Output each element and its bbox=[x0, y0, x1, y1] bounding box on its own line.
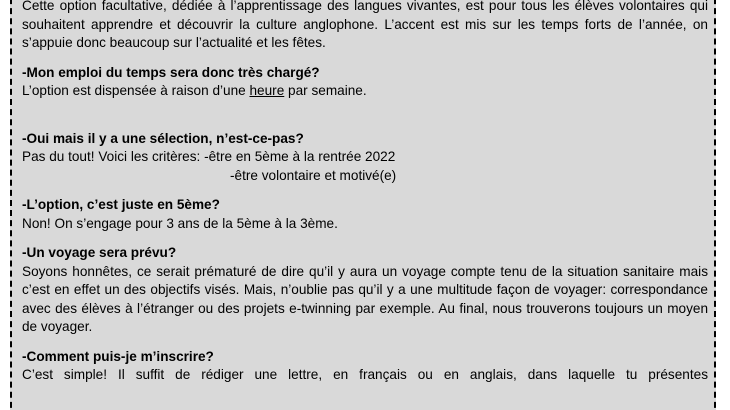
question-register: -Comment puis-je m’inscrire? bbox=[22, 348, 214, 364]
question-selection: -Oui mais il y a une sélection, n’est-ce-pas? bbox=[22, 130, 304, 146]
answer-schedule bbox=[22, 82, 708, 101]
faq-content bbox=[22, 0, 708, 385]
answer-selection-line1: Pas du tout! Voici les critères: -être en 5ème à la rentrée 2022 bbox=[22, 149, 396, 164]
answer-selection-line2: -être volontaire et motivé(e) bbox=[230, 167, 397, 183]
answer-register: C’est simple! Il suffit de rédiger une lettre, en français ou en anglais, dans laquelle tu présentes bbox=[22, 367, 708, 382]
intro-paragraph: Cette option facultative, dédiée à l’apprentissage des langues vivantes, est pour tous les élèves volontaires qui souhaitent apprendre et découvrir la culture anglophone. L’accent est mis sur les temps forts de l’année, on s’appuie donc beaucoup sur l’actualité et les fêtes. bbox=[22, 0, 708, 50]
question-schedule: -Mon emploi du temps sera donc très chargé? bbox=[22, 64, 320, 80]
answer-schedule-underlined: heure bbox=[249, 83, 285, 98]
question-trip: -Un voyage sera prévu? bbox=[22, 245, 177, 260]
answer-grade: Non! On s’engage pour 3 ans de la 5ème à la 3ème. bbox=[22, 215, 338, 231]
answer-trip: Soyons honnêtes, ce serait prématuré de dire qu’il y aura un voyage compte tenu de la situation sanitaire mais c’est en effet un des objectifs visés. Mais, n’oublie pas qu’il y a une multitude façon de voyager: correspondance avec des élèves à l’étranger ou des projets e-twinning par exemple. Au final, nous trouverons toujours un moyen de voyager. bbox=[22, 263, 708, 334]
answer-schedule-start: L’option est dispensée à raison d’une bbox=[22, 83, 250, 98]
question-grade: -L’option, c’est juste en 5ème? bbox=[22, 197, 220, 212]
answer-schedule-end: par semaine. bbox=[284, 83, 367, 98]
